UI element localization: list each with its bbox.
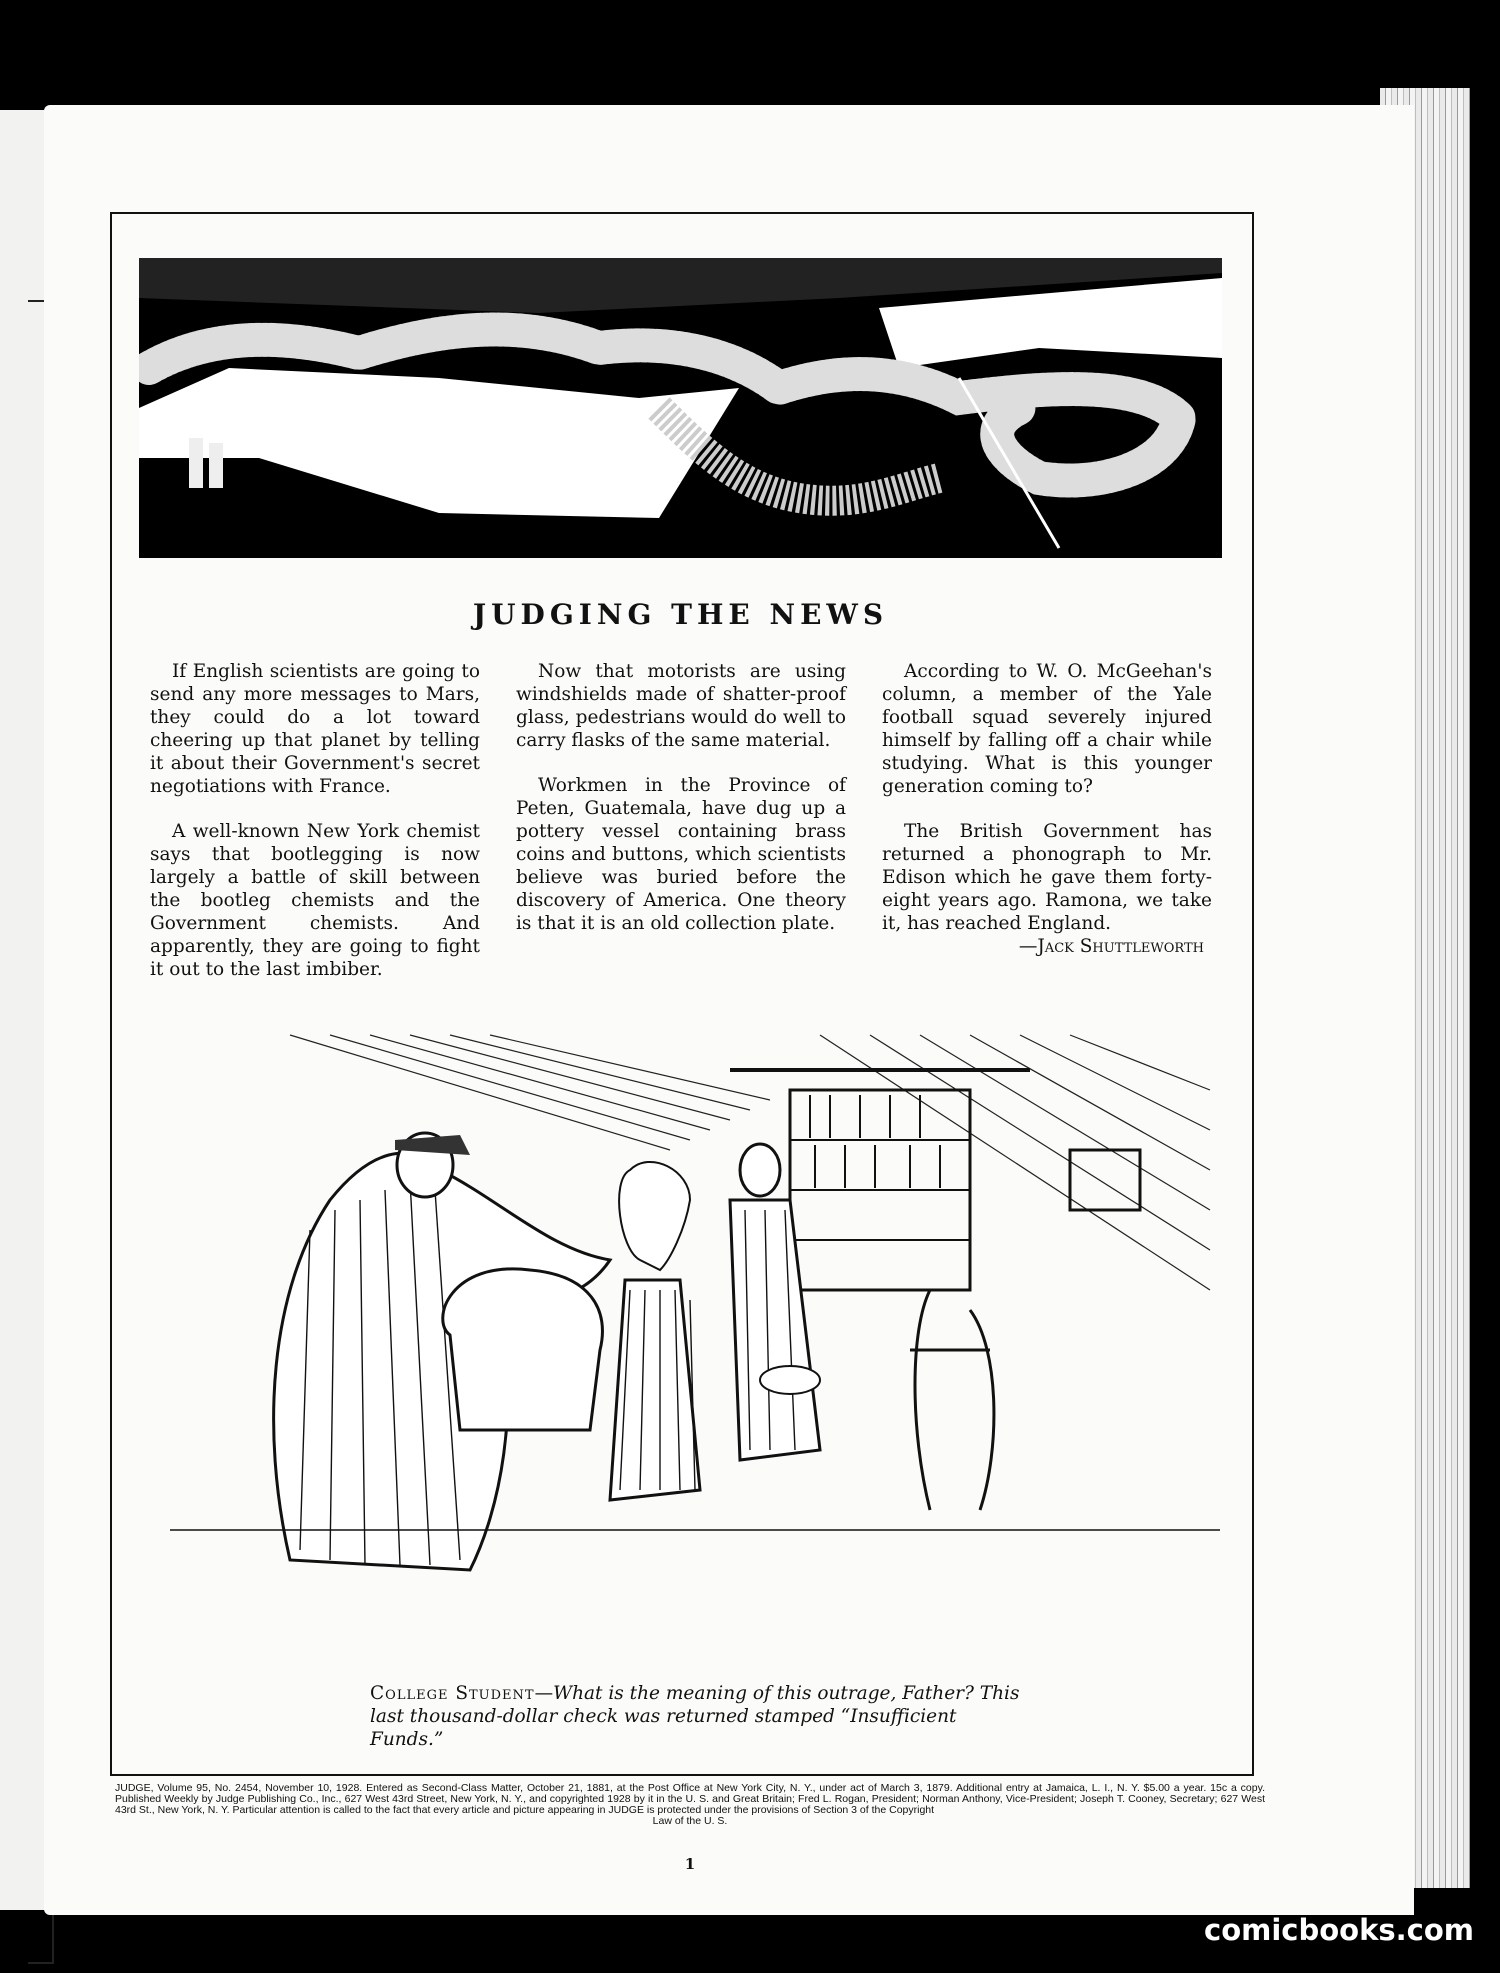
caption-quote: What is the meaning of this outrage, Father? This last thousand-dollar check was returned stamped “Insufficient Funds.” xyxy=(370,1683,1020,1750)
imprint-text: JUDGE, Volume 95, No. 2454, November 10, 1928. Entered as Second-Class Matter, October 21, 1881, at the Post Office at New York City, N. Y., under act of March 3, 1879. Additional entry at Jamaica, L. I., N. Y. $5.00 a year. 15c a copy. Published Weekly by Judge Publishing Co., Inc., 627 West 43rd Street, New York, N. Y., and copyrighted 1928 by it in the U. S. and Great Britain; Fred L. Rogan, President; Norman Anthony, Vice-President; Joseph T. Cooney, Secretary; 627 West 43rd St., New York, N. Y. Particular attention is called to the fact that every article and picture appearing in JUDGE is protected under the provisions of Section 3 of the Copyright xyxy=(115,1782,1265,1816)
article-column-1 xyxy=(150,660,480,1003)
article-headline: JUDGING THE NEWS xyxy=(472,598,889,631)
article-column-3 xyxy=(882,660,1212,958)
paragraph: Workmen in the Province of Peten, Guatemala, have dug up a pottery vessel containing brass coins and buttons, which scientists believe was buried before the discovery of America. One theory is that it is an old collection plate. xyxy=(516,775,846,934)
paragraph: Now that motorists are using windshields made of shatter-proof glass, pedestrians would do well to carry flasks of the same material. xyxy=(516,661,846,751)
publication-imprint xyxy=(115,1783,1265,1827)
caption-speaker: College Student xyxy=(370,1683,535,1704)
cartoon-caption xyxy=(370,1682,1030,1751)
site-watermark: comicbooks.com xyxy=(1204,1913,1474,1947)
caption-dash: — xyxy=(534,1683,554,1704)
top-illustration xyxy=(139,258,1222,558)
page-number: 1 xyxy=(684,1855,696,1873)
article-byline: —Jack Shuttleworth xyxy=(1018,936,1204,957)
imprint-last-line: Law of the U. S. xyxy=(652,1815,728,1827)
article-column-2 xyxy=(516,660,846,957)
paragraph: According to W. O. McGeehan's column, a member of the Yale football squad severely injured himself by falling off a chair while studying. What is this younger generation coming to? xyxy=(882,661,1212,797)
cartoon-illustration xyxy=(170,1030,1220,1650)
paragraph: If English scientists are going to send any more messages to Mars, they could do a lot toward cheering up that planet by telling it about their Government's secret negotiations with France. xyxy=(150,661,480,797)
paragraph: A well-known New York chemist says that bootlegging is now largely a battle of skill between the bootleg chemists and the Government chemists. And apparently, they are going to fight it out to the last imbiber. xyxy=(150,821,480,980)
paragraph: The British Government has returned a phonograph to Mr. Edison which he gave them forty-eight years ago. Ramona, we take it, has reached England. xyxy=(882,821,1212,934)
